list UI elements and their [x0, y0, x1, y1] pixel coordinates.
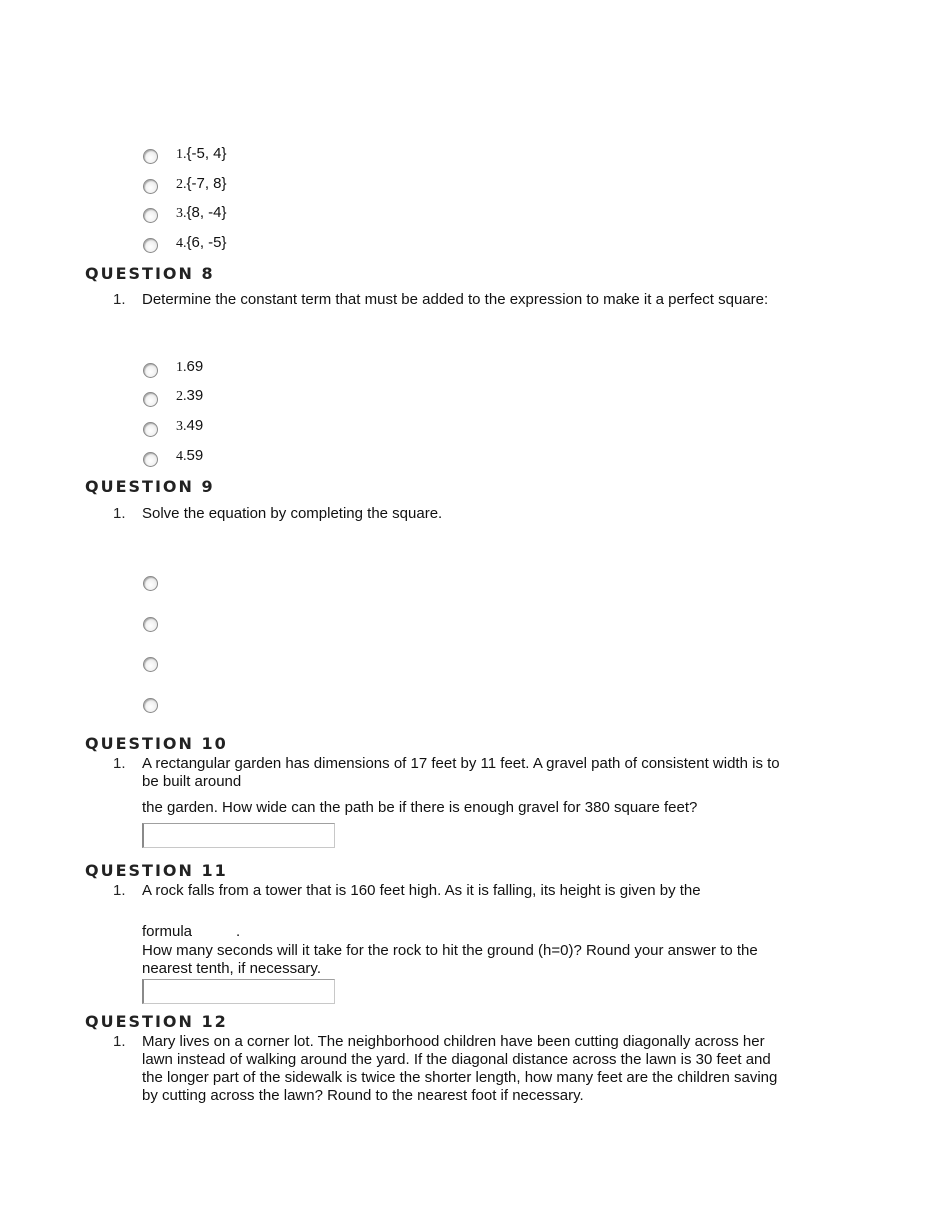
- q9-option-4-radio[interactable]: [143, 698, 158, 713]
- q8-option-4-number: 4.: [176, 449, 187, 464]
- question-11-prompt-line-1: A rock falls from a tower that is 160 feet high. As it is falling, its height is given by the: [142, 882, 701, 899]
- q8-option-3-text: 49: [186, 417, 204, 434]
- question-11-formula-label: formula: [142, 923, 193, 940]
- q9-option-3-radio[interactable]: [143, 657, 158, 672]
- question-9-prompt: Solve the equation by completing the square.: [142, 505, 443, 522]
- question-12-prompt-line-1: Mary lives on a corner lot. The neighborhood children have been cutting diagonally across her: [142, 1033, 765, 1050]
- q8-option-1-text: 69: [186, 358, 204, 375]
- question-8-heading: QUESTION 8: [85, 264, 215, 283]
- question-8-prompt: Determine the constant term that must be added to the expression to make it a perfect square:: [142, 291, 769, 308]
- q8-option-4-text: 59: [186, 447, 204, 464]
- question-10-item-number: 1.: [113, 755, 126, 772]
- q8-option-3-number: 3.: [176, 419, 187, 434]
- question-10-heading: QUESTION 10: [85, 734, 228, 753]
- question-11-answer-input[interactable]: [142, 979, 335, 1004]
- question-10-prompt-line-2: be built around: [142, 773, 242, 790]
- q7-option-2-radio[interactable]: [143, 179, 158, 194]
- question-11-heading: QUESTION 11: [85, 861, 228, 880]
- q8-option-2-text: 39: [186, 387, 204, 404]
- question-11-item-number: 1.: [113, 882, 126, 899]
- q7-option-3-number: 3.: [176, 206, 187, 221]
- question-8-item-number: 1.: [113, 291, 126, 308]
- question-12-prompt-line-3: the longer part of the sidewalk is twice the shorter length, how many feet are the children saving: [142, 1069, 778, 1086]
- question-10-prompt-line-1: A rectangular garden has dimensions of 17 feet by 11 feet. A gravel path of consistent width is to: [142, 755, 780, 772]
- question-9-heading: QUESTION 9: [85, 477, 215, 496]
- q8-option-2-number: 2.: [176, 389, 187, 404]
- q9-option-2-radio[interactable]: [143, 617, 158, 632]
- question-10-answer-input[interactable]: [142, 823, 335, 848]
- q9-option-1-radio[interactable]: [143, 576, 158, 591]
- q7-option-1-number: 1.: [176, 147, 187, 162]
- question-10-prompt-line-3: the garden. How wide can the path be if there is enough gravel for 380 square feet?: [142, 799, 698, 816]
- question-11-prompt-line-4: nearest tenth, if necessary.: [142, 960, 321, 977]
- q8-option-1-radio[interactable]: [143, 363, 158, 378]
- q8-option-3-radio[interactable]: [143, 422, 158, 437]
- q7-option-1-text: {-5, 4}: [186, 145, 227, 162]
- q8-option-1-number: 1.: [176, 360, 187, 375]
- q8-option-4-radio[interactable]: [143, 452, 158, 467]
- question-11-formula-line: [142, 923, 240, 941]
- question-12-prompt-line-2: lawn instead of walking around the yard. If the diagonal distance across the lawn is 30 feet and: [142, 1051, 771, 1068]
- question-9-item-number: 1.: [113, 505, 126, 522]
- q7-option-3-radio[interactable]: [143, 208, 158, 223]
- question-12-heading: QUESTION 12: [85, 1012, 228, 1031]
- question-12-item-number: 1.: [113, 1033, 126, 1050]
- q7-option-1-radio[interactable]: [143, 149, 158, 164]
- q7-option-4-radio[interactable]: [143, 238, 158, 253]
- q7-option-4-text: {6, -5}: [186, 234, 227, 251]
- question-11-formula-period: .: [236, 923, 241, 940]
- q7-option-2-text: {-7, 8}: [186, 175, 227, 192]
- q8-option-2-radio[interactable]: [143, 392, 158, 407]
- q7-option-4-number: 4.: [176, 236, 187, 251]
- question-11-prompt-line-3: How many seconds will it take for the rock to hit the ground (h=0)? Round your answer to the: [142, 942, 758, 959]
- q7-option-2-number: 2.: [176, 177, 187, 192]
- question-12-prompt-line-4: by cutting across the lawn? Round to the nearest foot if necessary.: [142, 1087, 584, 1104]
- q7-option-3-text: {8, -4}: [186, 204, 227, 221]
